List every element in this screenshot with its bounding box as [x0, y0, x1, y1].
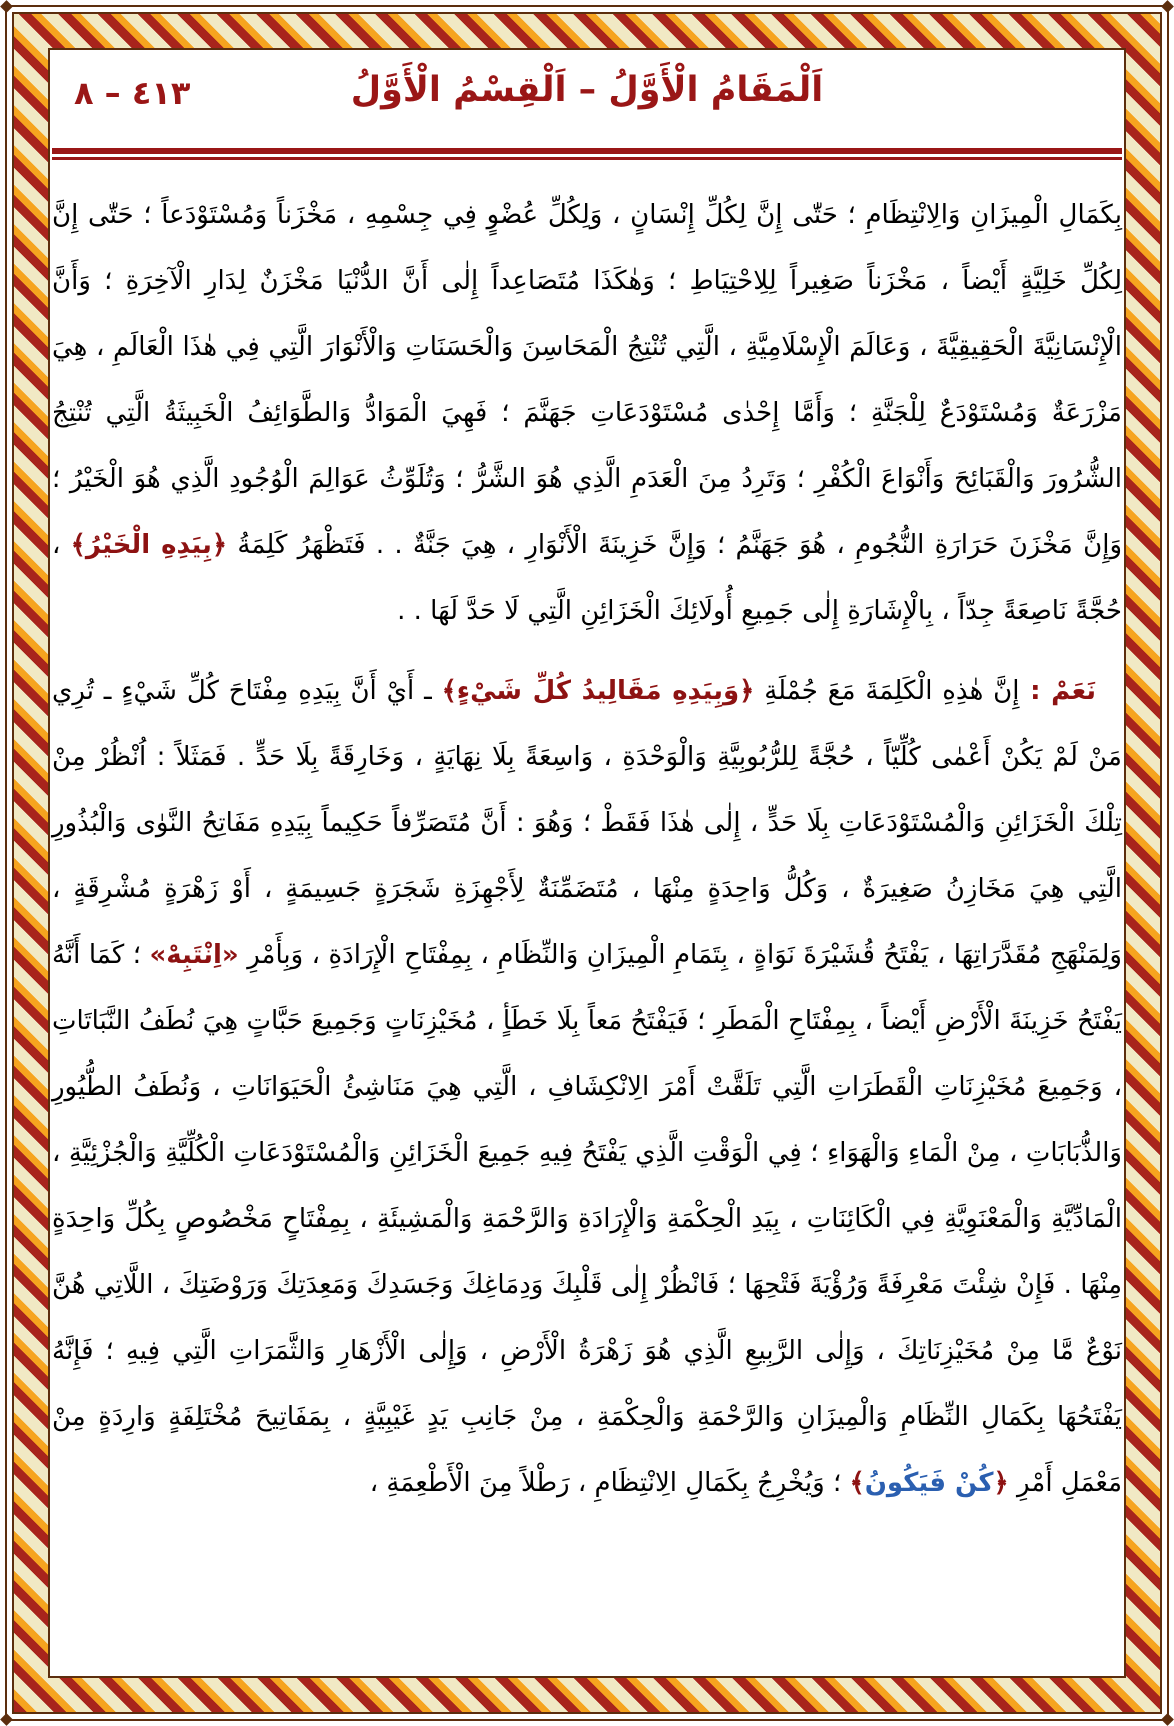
- text-segment: ، حُجَّةً نَاصِعَةً جِدّاً ، بِالْإِشَارَةِ إِلٰى جَمِيعِ أُولَائِكَ الْخَزَائِنِ الَّتِي لَا حَدَّ لَهَا . .: [52, 530, 1122, 626]
- text-segment: ؛ كَمَا أَنَّهُ يَفْتَحُ خَزِينَةَ الْأَرْضِ أَيْضاً ، بِمِفْتَاحِ الْمَطَرِ ؛ فَيَفْتَحُ مَعاً بِلَا خَطَأٍ ، مُخَيْزِنَاتٍ وَجَمِيعَ حَبَّاتٍ هِيَ نُطَفُ النَّبَاتَاتِ ، وَجَمِيعَ مُخَيْزِنَاتِ الْقَطَرَاتِ الَّتِي تَلَقَّتْ أَمْرَ الِانْكِشَافِ ، الَّتِي هِيَ مَنَاشِئُ الْحَيَوَانَاتِ ، وَنُطَفُ الطُّيُورِ وَالذُّبَابَاتِ ، مِنْ الْمَاءِ وَالْهَوَاءِ ؛ فِي الْوَقْتِ الَّذِي يَفْتَحُ فِيهِ جَمِيعَ الْخَزَائِنِ وَالْمُسْتَوْدَعَاتِ الْكُلِّيَّةِ وَالْجُزْئِيَّةِ ، الْمَادِّيَّةِ وَالْمَعْنَوِيَّةِ فِي الْكَائِنَاتِ ، بِيَدِ الْحِكْمَةِ وَالْإِرَادَةِ وَالرَّحْمَةِ وَالْمَشِيئَةِ ، بِمِفْتَاحٍ مَخْصُوصٍ بِكُلِّ وَاحِدَةٍ مِنْهَا . فَإِنْ شِئْتَ مَعْرِفَةً وَرُؤْيَةَ فَتْحِهَا ؛ فَانْظُرْ إِلٰى قَلْبِكَ وَدِمَاغِكَ وَجَسَدِكَ وَمَعِدَتِكَ وَرَوْضَتِكَ ، اللَّاتِي هُنَّ نَوْعٌ مَّا مِنْ مُخَيْزِنَاتِكَ ، وَإِلٰى الرَّبِيعِ الَّذِي هُوَ زَهْرَةُ الْأَرْضِ ، وَإِلٰى الْأَزْهَارِ وَالثَّمَرَاتِ الَّتِي فِيهِ ؛ فَإِنَّهُ يَفْتَحُهَا بِكَمَالِ النِّظَامِ وَالْمِيزَانِ وَالرَّحْمَةِ وَالْحِكْمَةِ ، مِنْ جَانِبِ يَدٍ غَيْبِيَّةٍ ، بِمَفَاتِيحَ مُخْتَلِفَةٍ وَارِدَةٍ مِنْ مَعْمَلِ أَمْرِ: [52, 940, 1122, 1498]
- page-title: اَلْمَقَامُ الْأَوَّلُ – اَلْقِسْمُ الْأَوَّلُ: [350, 70, 824, 110]
- highlighted-text-segment: ﴿بِيَدِهِ الْخَيْرُ﴾: [70, 530, 228, 560]
- body-text: [52, 182, 1122, 1516]
- highlighted-text-segment: نَعَمْ :: [1019, 676, 1097, 706]
- page-number: ٤١٣ – ٨: [74, 74, 191, 112]
- highlighted-text-segment: «اِنْتَبِهْ»: [149, 940, 239, 970]
- text-segment: ؛ وَيُخْرِجُ بِكَمَالِ الِانْتِظَامِ ، رَطْلاً مِنَ الْأَطْعِمَةِ ،: [369, 1468, 850, 1498]
- highlighted-text-segment: ﴿وَبِيَدِهِ مَقَالِيدُ كُلِّ شَيْءٍ﴾: [441, 676, 755, 706]
- text-segment: ـ أَيْ أَنَّ بِيَدِهِ مِفْتَاحَ كُلِّ شَيْءٍ ـ تُرِي مَنْ لَمْ يَكُنْ أَعْمٰى كُلِّيّاً ، حُجَّةً لِلرُّبُوبِيَّةِ وَالْوَحْدَةِ ، وَاسِعَةً بِلَا نِهَايَةٍ ، وَخَارِقَةً بِلَا حَدٍّ . فَمَثَلاً : اُنْظُرْ مِنْ تِلْكَ الْخَزَائِنِ وَالْمُسْتَوْدَعَاتِ بِلَا حَدٍّ ، إِلٰى هٰذَا فَقَطْ ؛ وَهُوَ : أَنَّ مُتَصَرِّفاً حَكِيماً بِيَدِهِ مَفَاتِحُ النَّوٰى وَالْبُذُورِ الَّتِي هِيَ مَخَازِنُ صَغِيرَةٌ ، وَكُلُّ وَاحِدَةٍ مِنْهَا ، مُتَضَمِّنَةٌ لِأَجْهِزَةِ شَجَرَةٍ جَسِيمَةٍ ، أَوْ زَهْرَةٍ مُشْرِقَةٍ ، وَلِمَنْهَجِ مُقَدَّرَاتِهَا ، يَفْتَحُ قُشَيْرَةَ نَوَاةٍ ، بِتَمَامِ الْمِيزَانِ وَالنِّظَامِ ، بِمِفْتَاحِ الْإِرَادَةِ ، وَبِأَمْرِ: [52, 676, 1122, 970]
- page-header: [52, 48, 1122, 144]
- highlighted-text-segment: كُنْ فَيَكُونُ: [864, 1468, 994, 1498]
- paragraph: [52, 658, 1122, 1516]
- paragraph: [52, 182, 1122, 644]
- highlighted-text-segment: ﴾: [849, 1468, 865, 1498]
- page-content: [52, 48, 1122, 1680]
- header-rule-thin: [52, 157, 1122, 160]
- header-rule-thick: [52, 148, 1122, 154]
- text-segment: إِنَّ هٰذِهِ الْكَلِمَةَ مَعَ جُمْلَةِ: [754, 676, 1020, 706]
- text-segment: بِكَمَالِ الْمِيزَانِ وَالِانْتِظَامِ ؛ حَتّٰى إِنَّ لِكُلِّ إِنْسَانٍ ، وَلِكُلِّ عُضْوٍ فِي جِسْمِهِ ، مَخْزَناً وَمُسْتَوْدَعاً ؛ حَتّٰى إِنَّ لِكُلِّ خَلِيَّةٍ أَيْضاً ، مَخْزَناً صَغِيراً لِلِاحْتِيَاطِ ؛ وَهٰكَذَا مُتَصَاعِداً إِلٰى أَنَّ الدُّنْيَا مَخْزَنٌ لِدَارِ الْآخِرَةِ ؛ وَأَنَّ الْإِنْسَانِيَّةَ الْحَقِيقِيَّةَ ، وَعَالَمَ الْإِسْلَامِيَّةِ ، الَّتِي تُنْتِجُ الْمَحَاسِنَ وَالْحَسَنَاتِ وَالْأَنْوَارَ الَّتِي فِي هٰذَا الْعَالَمِ ، هِيَ مَزْرَعَةٌ وَمُسْتَوْدَعٌ لِلْجَنَّةِ ؛ وَأَمَّا إِحْدٰى مُسْتَوْدَعَاتِ جَهَنَّمَ ؛ فَهِيَ الْمَوَادُّ وَالطَّوَائِفُ الْخَبِيثَةُ الَّتِي تُنْتِجُ الشُّرُورَ وَالْقَبَائِحَ وَأَنْوَاعَ الْكُفْرِ ؛ وَتَرِدُ مِنَ الْعَدَمِ الَّذِي هُوَ الشَّرُّ ؛ وَتُلَوِّثُ عَوَالِمَ الْوُجُودِ الَّذِي هُوَ الْخَيْرُ ؛ وَإِنَّ مَخْزَنَ حَرَارَةِ النُّجُومِ ، هُوَ جَهَنَّمُ ؛ وَإِنَّ خَزِينَةَ الْأَنْوَارِ ، هِيَ جَنَّةٌ . . فَتَظْهَرُ كَلِمَةُ: [52, 200, 1122, 560]
- highlighted-text-segment: ﴿: [993, 1468, 1009, 1498]
